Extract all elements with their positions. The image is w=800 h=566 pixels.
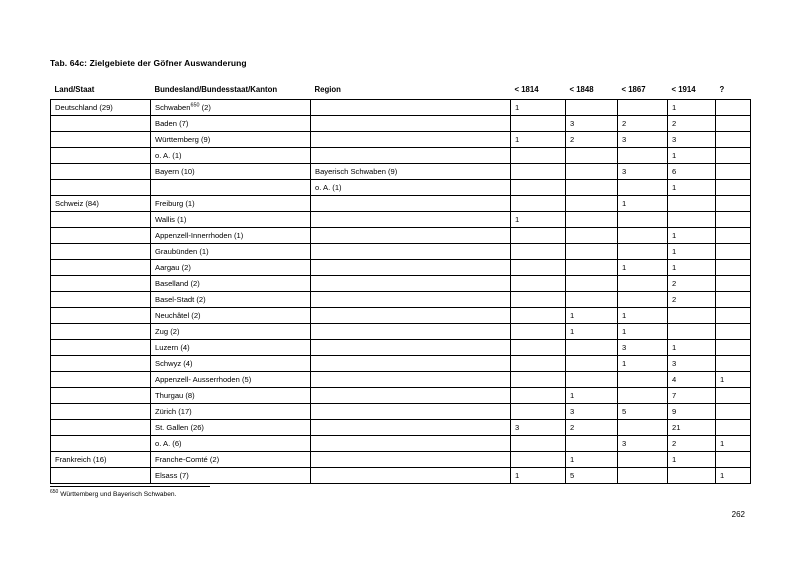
- cell-before-1867: 1: [618, 323, 668, 339]
- table-row: [51, 435, 751, 451]
- cell-bundesland: Luzern (4): [151, 339, 311, 355]
- cell-bundesland: [151, 179, 311, 195]
- cell-before-1814: [511, 227, 566, 243]
- cell-land: [51, 179, 151, 195]
- cell-land: [51, 115, 151, 131]
- cell-before-1867: [618, 387, 668, 403]
- cell-before-1914: [668, 211, 716, 227]
- cell-land: [51, 387, 151, 403]
- cell-before-1914: [668, 195, 716, 211]
- cell-before-1914: [668, 307, 716, 323]
- cell-before-1814: 1: [511, 99, 566, 115]
- cell-unknown: 1: [716, 467, 751, 483]
- cell-land: Deutschland (29): [51, 99, 151, 115]
- cell-before-1914: 1: [668, 451, 716, 467]
- cell-bundesland: Württemberg (9): [151, 131, 311, 147]
- cell-bundesland: Schwaben$^{650}$ (2): [151, 99, 311, 115]
- cell-bundesland: Neuchâtel (2): [151, 307, 311, 323]
- cell-bundesland: St. Gallen (26): [151, 419, 311, 435]
- cell-before-1867: [618, 147, 668, 163]
- cell-before-1814: [511, 323, 566, 339]
- cell-region: [311, 275, 511, 291]
- cell-before-1814: [511, 403, 566, 419]
- cell-bundesland: Basel-Stadt (2): [151, 291, 311, 307]
- cell-before-1867: [618, 291, 668, 307]
- table-row: [51, 355, 751, 371]
- cell-land: [51, 435, 151, 451]
- column-header-before-1914: < 1914: [668, 82, 716, 99]
- cell-before-1914: 1: [668, 259, 716, 275]
- cell-before-1848: [566, 243, 618, 259]
- table-row: [51, 243, 751, 259]
- cell-before-1848: [566, 371, 618, 387]
- cell-before-1914: 1: [668, 179, 716, 195]
- page-title: Tab. 64c: Zielgebiete der Göfner Auswanderung: [50, 58, 247, 68]
- cell-land: [51, 243, 151, 259]
- cell-before-1848: [566, 195, 618, 211]
- cell-land: [51, 307, 151, 323]
- cell-before-1814: [511, 451, 566, 467]
- cell-before-1814: 1: [511, 131, 566, 147]
- cell-before-1867: [618, 99, 668, 115]
- column-header-unknown: ?: [716, 82, 751, 99]
- cell-before-1867: 1: [618, 259, 668, 275]
- table-header: [51, 82, 751, 99]
- table-row: [51, 131, 751, 147]
- cell-region: [311, 291, 511, 307]
- cell-before-1814: [511, 435, 566, 451]
- cell-before-1914: 3: [668, 131, 716, 147]
- column-header-before-1867: < 1867: [618, 82, 668, 99]
- cell-before-1814: [511, 115, 566, 131]
- cell-before-1848: 3: [566, 115, 618, 131]
- cell-land: [51, 291, 151, 307]
- cell-bundesland: Elsass (7): [151, 467, 311, 483]
- cell-before-1867: [618, 227, 668, 243]
- cell-before-1867: [618, 275, 668, 291]
- cell-unknown: [716, 227, 751, 243]
- cell-before-1848: 2: [566, 131, 618, 147]
- cell-bundesland: Appenzell-Innerrhoden (1): [151, 227, 311, 243]
- cell-region: [311, 243, 511, 259]
- cell-before-1914: [668, 323, 716, 339]
- cell-unknown: [716, 323, 751, 339]
- cell-before-1814: [511, 163, 566, 179]
- cell-region: [311, 387, 511, 403]
- cell-before-1814: 1: [511, 467, 566, 483]
- cell-unknown: [716, 115, 751, 131]
- column-header-region: Region: [311, 82, 511, 99]
- cell-before-1867: 3: [618, 339, 668, 355]
- cell-bundesland: Bayern (10): [151, 163, 311, 179]
- cell-before-1814: [511, 355, 566, 371]
- cell-region: [311, 339, 511, 355]
- cell-unknown: [716, 179, 751, 195]
- column-header-bundesland: Bundesland/Bundesstaat/Kanton: [151, 82, 311, 99]
- cell-before-1914: 1: [668, 99, 716, 115]
- table-row: [51, 451, 751, 467]
- cell-bundesland: Aargau (2): [151, 259, 311, 275]
- cell-before-1848: [566, 227, 618, 243]
- cell-bundesland: Zürich (17): [151, 403, 311, 419]
- cell-before-1848: [566, 355, 618, 371]
- cell-land: [51, 419, 151, 435]
- cell-land: [51, 131, 151, 147]
- cell-before-1867: [618, 451, 668, 467]
- cell-unknown: 1: [716, 435, 751, 451]
- cell-before-1867: 1: [618, 307, 668, 323]
- table-row: [51, 467, 751, 483]
- cell-before-1867: [618, 419, 668, 435]
- cell-land: [51, 403, 151, 419]
- footnote-text: [50, 488, 740, 498]
- cell-before-1848: 1: [566, 323, 618, 339]
- cell-before-1914: 21: [668, 419, 716, 435]
- cell-before-1914: 1: [668, 227, 716, 243]
- footnote-marker: 650: [50, 488, 59, 495]
- table-body: [51, 99, 751, 483]
- table-row: [51, 275, 751, 291]
- cell-unknown: [716, 339, 751, 355]
- table-row: [51, 163, 751, 179]
- cell-unknown: [716, 195, 751, 211]
- footnote-reference: 650: [190, 101, 200, 108]
- cell-unknown: [716, 99, 751, 115]
- footnote-body: Württemberg und Bayerisch Schwaben.: [60, 491, 177, 498]
- cell-unknown: [716, 275, 751, 291]
- cell-before-1867: [618, 243, 668, 259]
- column-header-before-1814: < 1814: [511, 82, 566, 99]
- cell-bundesland: Franche-Comté (2): [151, 451, 311, 467]
- cell-before-1914: 9: [668, 403, 716, 419]
- cell-unknown: [716, 355, 751, 371]
- cell-region: [311, 307, 511, 323]
- footnote-rule: [50, 486, 210, 487]
- cell-land: [51, 323, 151, 339]
- cell-region: [311, 467, 511, 483]
- table-row: [51, 227, 751, 243]
- cell-before-1914: [668, 467, 716, 483]
- cell-bundesland: o. A. (6): [151, 435, 311, 451]
- cell-unknown: [716, 451, 751, 467]
- table-row: [51, 179, 751, 195]
- cell-before-1814: [511, 275, 566, 291]
- cell-before-1914: 6: [668, 163, 716, 179]
- cell-before-1848: [566, 435, 618, 451]
- table-row: [51, 115, 751, 131]
- cell-before-1848: [566, 99, 618, 115]
- cell-before-1814: [511, 339, 566, 355]
- cell-before-1814: [511, 179, 566, 195]
- cell-before-1848: [566, 211, 618, 227]
- cell-before-1867: 2: [618, 115, 668, 131]
- cell-region: Bayerisch Schwaben (9): [311, 163, 511, 179]
- cell-unknown: [716, 259, 751, 275]
- cell-before-1914: 1: [668, 243, 716, 259]
- cell-before-1814: [511, 147, 566, 163]
- cell-before-1814: 1: [511, 211, 566, 227]
- cell-unknown: [716, 291, 751, 307]
- cell-before-1867: 1: [618, 355, 668, 371]
- cell-land: Frankreich (16): [51, 451, 151, 467]
- cell-before-1867: 1: [618, 195, 668, 211]
- cell-before-1814: [511, 307, 566, 323]
- cell-bundesland: Baselland (2): [151, 275, 311, 291]
- cell-bundesland: Thurgau (8): [151, 387, 311, 403]
- cell-bundesland: Wallis (1): [151, 211, 311, 227]
- cell-region: [311, 195, 511, 211]
- page-number: 262: [731, 510, 745, 519]
- table-header-row: [51, 82, 751, 99]
- cell-region: [311, 355, 511, 371]
- cell-region: [311, 371, 511, 387]
- cell-unknown: [716, 403, 751, 419]
- cell-before-1848: [566, 163, 618, 179]
- cell-bundesland: Baden (7): [151, 115, 311, 131]
- cell-unknown: [716, 147, 751, 163]
- table-row: [51, 259, 751, 275]
- cell-region: [311, 435, 511, 451]
- data-table: [50, 82, 751, 484]
- cell-before-1848: 1: [566, 387, 618, 403]
- cell-before-1867: [618, 179, 668, 195]
- cell-region: [311, 227, 511, 243]
- cell-before-1867: 3: [618, 131, 668, 147]
- table-row: [51, 195, 751, 211]
- table-row: [51, 147, 751, 163]
- cell-before-1848: 3: [566, 403, 618, 419]
- cell-unknown: [716, 131, 751, 147]
- cell-land: [51, 211, 151, 227]
- cell-bundesland: Zug (2): [151, 323, 311, 339]
- cell-unknown: 1: [716, 371, 751, 387]
- cell-before-1867: 3: [618, 163, 668, 179]
- cell-region: [311, 451, 511, 467]
- cell-region: o. A. (1): [311, 179, 511, 195]
- cell-before-1848: 2: [566, 419, 618, 435]
- footnote-area: [50, 486, 740, 498]
- cell-before-1814: 3: [511, 419, 566, 435]
- cell-before-1867: 3: [618, 435, 668, 451]
- document-content: [50, 58, 740, 484]
- cell-before-1867: 5: [618, 403, 668, 419]
- cell-bundesland: o. A. (1): [151, 147, 311, 163]
- cell-region: [311, 211, 511, 227]
- cell-land: [51, 339, 151, 355]
- cell-region: [311, 259, 511, 275]
- cell-before-1848: [566, 179, 618, 195]
- table-row: [51, 387, 751, 403]
- table-row: [51, 419, 751, 435]
- column-header-before-1848: < 1848: [566, 82, 618, 99]
- cell-unknown: [716, 419, 751, 435]
- cell-before-1914: 2: [668, 115, 716, 131]
- cell-region: [311, 323, 511, 339]
- cell-land: [51, 227, 151, 243]
- cell-unknown: [716, 163, 751, 179]
- cell-land: [51, 163, 151, 179]
- cell-region: [311, 115, 511, 131]
- table-row: [51, 339, 751, 355]
- cell-land: Schweiz (84): [51, 195, 151, 211]
- cell-region: [311, 147, 511, 163]
- cell-land: [51, 371, 151, 387]
- cell-before-1914: 1: [668, 339, 716, 355]
- cell-before-1914: 1: [668, 147, 716, 163]
- cell-before-1867: [618, 371, 668, 387]
- cell-unknown: [716, 387, 751, 403]
- cell-before-1914: 2: [668, 291, 716, 307]
- cell-before-1814: [511, 259, 566, 275]
- cell-unknown: [716, 243, 751, 259]
- cell-before-1814: [511, 387, 566, 403]
- cell-before-1814: [511, 291, 566, 307]
- cell-before-1848: [566, 147, 618, 163]
- table-row: [51, 99, 751, 115]
- cell-before-1814: [511, 195, 566, 211]
- table-row: [51, 323, 751, 339]
- cell-before-1914: 2: [668, 435, 716, 451]
- cell-before-1848: [566, 339, 618, 355]
- cell-unknown: [716, 307, 751, 323]
- cell-before-1914: 2: [668, 275, 716, 291]
- table-row: [51, 403, 751, 419]
- cell-before-1867: [618, 211, 668, 227]
- table-row: [51, 307, 751, 323]
- cell-land: [51, 147, 151, 163]
- table-row: [51, 291, 751, 307]
- cell-unknown: [716, 211, 751, 227]
- cell-land: [51, 467, 151, 483]
- cell-land: [51, 275, 151, 291]
- cell-before-1848: [566, 291, 618, 307]
- cell-before-1814: [511, 243, 566, 259]
- cell-before-1848: 1: [566, 307, 618, 323]
- cell-bundesland: Graubünden (1): [151, 243, 311, 259]
- cell-before-1848: 5: [566, 467, 618, 483]
- cell-region: [311, 403, 511, 419]
- cell-before-1914: 7: [668, 387, 716, 403]
- cell-before-1914: 4: [668, 371, 716, 387]
- cell-bundesland: Appenzell- Ausserrhoden (5): [151, 371, 311, 387]
- cell-land: [51, 259, 151, 275]
- cell-before-1848: [566, 259, 618, 275]
- cell-before-1814: [511, 371, 566, 387]
- cell-land: [51, 355, 151, 371]
- column-header-land: Land/Staat: [51, 82, 151, 99]
- cell-bundesland: Freiburg (1): [151, 195, 311, 211]
- cell-before-1867: [618, 467, 668, 483]
- cell-before-1914: 3: [668, 355, 716, 371]
- cell-region: [311, 99, 511, 115]
- cell-region: [311, 419, 511, 435]
- cell-bundesland: Schwyz (4): [151, 355, 311, 371]
- cell-before-1848: [566, 275, 618, 291]
- table-row: [51, 371, 751, 387]
- table-row: [51, 211, 751, 227]
- cell-before-1848: 1: [566, 451, 618, 467]
- cell-region: [311, 131, 511, 147]
